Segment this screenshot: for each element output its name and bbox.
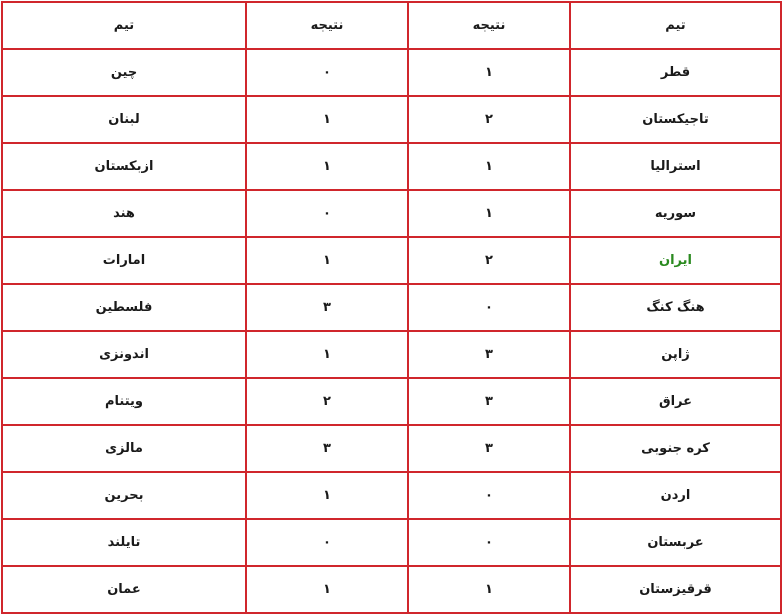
team-a-cell: سوریه bbox=[570, 190, 781, 237]
table-row bbox=[2, 190, 781, 237]
team-a-cell-highlighted: ایران bbox=[570, 237, 781, 284]
score-b-cell: ۳ bbox=[246, 425, 408, 472]
score-a-cell: ۱ bbox=[408, 49, 570, 96]
score-a-cell: ۲ bbox=[408, 237, 570, 284]
team-a-cell: استرالیا bbox=[570, 143, 781, 190]
score-a-cell: ۱ bbox=[408, 566, 570, 613]
table-row bbox=[2, 425, 781, 472]
team-a-cell: عراق bbox=[570, 378, 781, 425]
score-b-cell: ۱ bbox=[246, 472, 408, 519]
team-b-cell: مالزی bbox=[2, 425, 246, 472]
results-table bbox=[1, 1, 782, 614]
score-b-cell: ۱ bbox=[246, 96, 408, 143]
table-row bbox=[2, 49, 781, 96]
team-b-cell: چین bbox=[2, 49, 246, 96]
team-b-cell: امارات bbox=[2, 237, 246, 284]
score-b-cell: ۱ bbox=[246, 237, 408, 284]
team-a-cell: کره جنوبی bbox=[570, 425, 781, 472]
team-a-cell: اردن bbox=[570, 472, 781, 519]
header-score-b: نتیجه bbox=[246, 2, 408, 49]
team-a-cell: قطر bbox=[570, 49, 781, 96]
table-row bbox=[2, 331, 781, 378]
team-b-cell: ازبکستان bbox=[2, 143, 246, 190]
team-b-cell: لبنان bbox=[2, 96, 246, 143]
team-b-cell: ویتنام bbox=[2, 378, 246, 425]
team-b-cell: بحرین bbox=[2, 472, 246, 519]
score-b-cell: ۱ bbox=[246, 566, 408, 613]
score-a-cell: ۲ bbox=[408, 96, 570, 143]
score-b-cell: ۲ bbox=[246, 378, 408, 425]
team-a-cell: قرقیزستان bbox=[570, 566, 781, 613]
table-row bbox=[2, 472, 781, 519]
table-row bbox=[2, 378, 781, 425]
score-a-cell: ۳ bbox=[408, 331, 570, 378]
team-b-cell: تایلند bbox=[2, 519, 246, 566]
header-score-a: نتیجه bbox=[408, 2, 570, 49]
table-row bbox=[2, 237, 781, 284]
table-row bbox=[2, 566, 781, 613]
table-row bbox=[2, 519, 781, 566]
table-row bbox=[2, 284, 781, 331]
score-b-cell: ۰ bbox=[246, 49, 408, 96]
team-a-cell: هنگ کنگ bbox=[570, 284, 781, 331]
score-a-cell: ۰ bbox=[408, 472, 570, 519]
team-a-cell: تاجیکستان bbox=[570, 96, 781, 143]
score-b-cell: ۱ bbox=[246, 331, 408, 378]
score-a-cell: ۱ bbox=[408, 143, 570, 190]
score-a-cell: ۱ bbox=[408, 190, 570, 237]
team-b-cell: اندونزی bbox=[2, 331, 246, 378]
header-row bbox=[2, 2, 781, 49]
score-b-cell: ۰ bbox=[246, 519, 408, 566]
score-b-cell: ۳ bbox=[246, 284, 408, 331]
score-a-cell: ۳ bbox=[408, 425, 570, 472]
score-b-cell: ۱ bbox=[246, 143, 408, 190]
team-b-cell: فلسطین bbox=[2, 284, 246, 331]
header-team-a: تیم bbox=[570, 2, 781, 49]
table-row bbox=[2, 96, 781, 143]
team-a-cell: عربستان bbox=[570, 519, 781, 566]
header-team-b: تیم bbox=[2, 2, 246, 49]
table-row bbox=[2, 143, 781, 190]
score-a-cell: ۳ bbox=[408, 378, 570, 425]
score-a-cell: ۰ bbox=[408, 519, 570, 566]
score-b-cell: ۰ bbox=[246, 190, 408, 237]
team-b-cell: هند bbox=[2, 190, 246, 237]
team-b-cell: عمان bbox=[2, 566, 246, 613]
score-a-cell: ۰ bbox=[408, 284, 570, 331]
team-a-cell: ژاپن bbox=[570, 331, 781, 378]
